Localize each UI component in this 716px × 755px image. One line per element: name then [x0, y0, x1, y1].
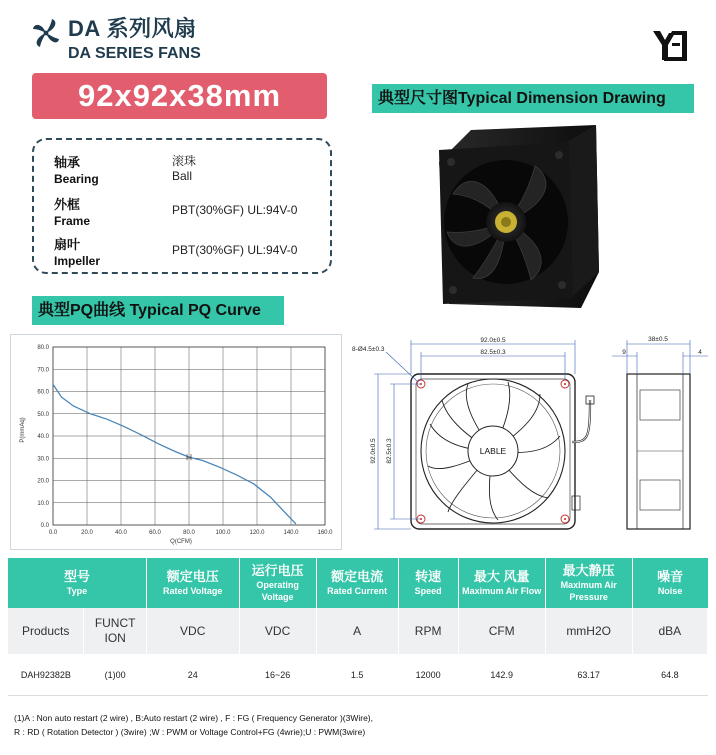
footnote-line-2: R : RD ( Rotation Detector ) (3wire) ;W : PWM or Voltage Control+FG (4wrie);U : PWM(3wire)	[14, 727, 366, 737]
header-cell-type: 型号 Type	[8, 558, 146, 608]
table-cell: RPM	[398, 608, 458, 655]
spec-value: PBT(30%GF) UL:94V-0	[172, 243, 298, 257]
dim-hole-spacing-v: 82.5±0.3	[386, 438, 393, 464]
chart-grid	[53, 347, 325, 525]
brand-title: DA 系列风扇	[68, 16, 197, 41]
y-tick-label: 70.0	[37, 367, 49, 374]
header-cell-rated-voltage: 额定电压 Rated Voltage	[146, 558, 239, 608]
table-cell: 12000	[398, 655, 458, 696]
y-tick-label: 0.0	[40, 523, 49, 529]
y-tick-label: 60.0	[37, 389, 49, 396]
x-tick-label: 160.0	[317, 530, 333, 536]
table-cell: 1.5	[316, 655, 398, 696]
y-tick-label: 10.0	[37, 500, 49, 507]
table-cell: 24	[146, 655, 239, 696]
spec-value: Ball	[172, 169, 193, 183]
x-tick-label: 20.0	[81, 530, 93, 536]
dim-overall-height: 92.0±0.5	[370, 438, 377, 464]
specs-box	[32, 138, 332, 274]
spec-label-en: Frame	[54, 214, 91, 228]
table-cell: 142.9	[458, 655, 545, 696]
header-cell-rated-current: 额定电流 Rated Current	[316, 558, 398, 608]
spec-label-cn: 外框	[54, 197, 81, 212]
pq-section-title: 典型PQ曲线 Typical PQ Curve	[32, 296, 284, 325]
table-cell: 16~26	[239, 655, 316, 696]
table-cell: FUNCT ION	[84, 608, 147, 655]
header-cell-operating-voltage: 运行电压 Operating Voltage	[239, 558, 316, 608]
dimension-section-title: 典型尺寸图Typical Dimension Drawing	[372, 84, 694, 113]
dim-holes: 8-Ø4.5±0.3	[352, 346, 385, 353]
spec-label-cn: 扇叶	[54, 237, 81, 252]
spec-row-bearing	[54, 152, 319, 186]
x-tick-label: 60.0	[149, 530, 161, 536]
x-tick-label: 100.0	[215, 530, 231, 536]
dim-overall-width: 92.0±0.5	[480, 337, 506, 344]
corner-brand-logo	[651, 29, 689, 63]
y-tick-label: 20.0	[37, 478, 49, 485]
hub-label: LABLE	[479, 446, 507, 456]
table-row	[8, 655, 708, 696]
table-cell: 63.17	[545, 655, 632, 696]
header-cell-air-flow: 最大 风量 Maximum Air Flow	[458, 558, 545, 608]
spec-label-cn: 轴承	[54, 155, 81, 170]
spec-value: PBT(30%GF) UL:94V-0	[172, 203, 298, 217]
y-tick-label: 40.0	[37, 434, 49, 440]
table-cell: (1)00	[84, 655, 147, 696]
x-tick-labels	[49, 530, 333, 536]
x-tick-label: 80.0	[183, 530, 195, 536]
table-units-row	[8, 608, 708, 655]
dimension-drawing	[350, 330, 712, 552]
dim-thickness: 38±0.5	[648, 336, 668, 343]
table-header-row	[8, 558, 708, 608]
fan-logo-icon	[30, 17, 62, 49]
table-cell: A	[316, 608, 398, 655]
table-cell: Products	[8, 608, 84, 655]
header-cell-speed: 转速 Speed	[398, 558, 458, 608]
table-cell: dBA	[632, 608, 707, 655]
dim-hole-spacing: 82.5±0.3	[480, 349, 506, 356]
spec-label-en: Impeller	[54, 254, 101, 268]
header-cell-noise: 噪音 Noise	[632, 558, 707, 608]
y-axis-label: P(mmAq)	[20, 417, 26, 443]
x-tick-label: 0.0	[48, 530, 58, 536]
table-cell: mmH2O	[545, 608, 632, 655]
footnote	[14, 711, 704, 739]
header-cell-air-pressure: 最大静压 Maximum Air Pressure	[545, 558, 632, 608]
x-tick-label: 140.0	[283, 530, 299, 536]
spec-table	[8, 558, 708, 696]
footnote-line-1: (1)A : Non auto restart (2 wire) , B:Auto restart (2 wire) , F : FG ( Frequency Generator )(3Wire),	[14, 713, 373, 723]
table-cell: CFM	[458, 608, 545, 655]
spec-value-cn: 滚珠	[172, 154, 197, 168]
y-tick-label: 30.0	[37, 456, 49, 463]
y-tick-label: 50.0	[37, 411, 49, 418]
fan-product-image	[431, 122, 601, 308]
spec-label-en: Bearing	[54, 172, 99, 186]
dim-side-right: 4	[698, 349, 702, 356]
pq-curve-chart	[10, 334, 342, 550]
table-cell: DAH92382B	[8, 655, 84, 696]
y-tick-label: 80.0	[37, 345, 49, 351]
x-tick-label: 40.0	[115, 530, 127, 536]
spec-row-impeller	[54, 234, 319, 268]
table-cell: VDC	[239, 608, 316, 655]
dim-side-left: 9	[622, 349, 626, 356]
spec-row-frame	[54, 194, 319, 228]
size-banner: 92x92x38mm	[32, 73, 327, 119]
brand-subtitle: DA SERIES FANS	[68, 45, 201, 62]
y-tick-labels	[37, 345, 49, 529]
x-tick-label: 120.0	[249, 530, 265, 536]
table-cell: 64.8	[632, 655, 707, 696]
table-cell: VDC	[146, 608, 239, 655]
x-axis-label: Q(CFM)	[170, 539, 192, 545]
